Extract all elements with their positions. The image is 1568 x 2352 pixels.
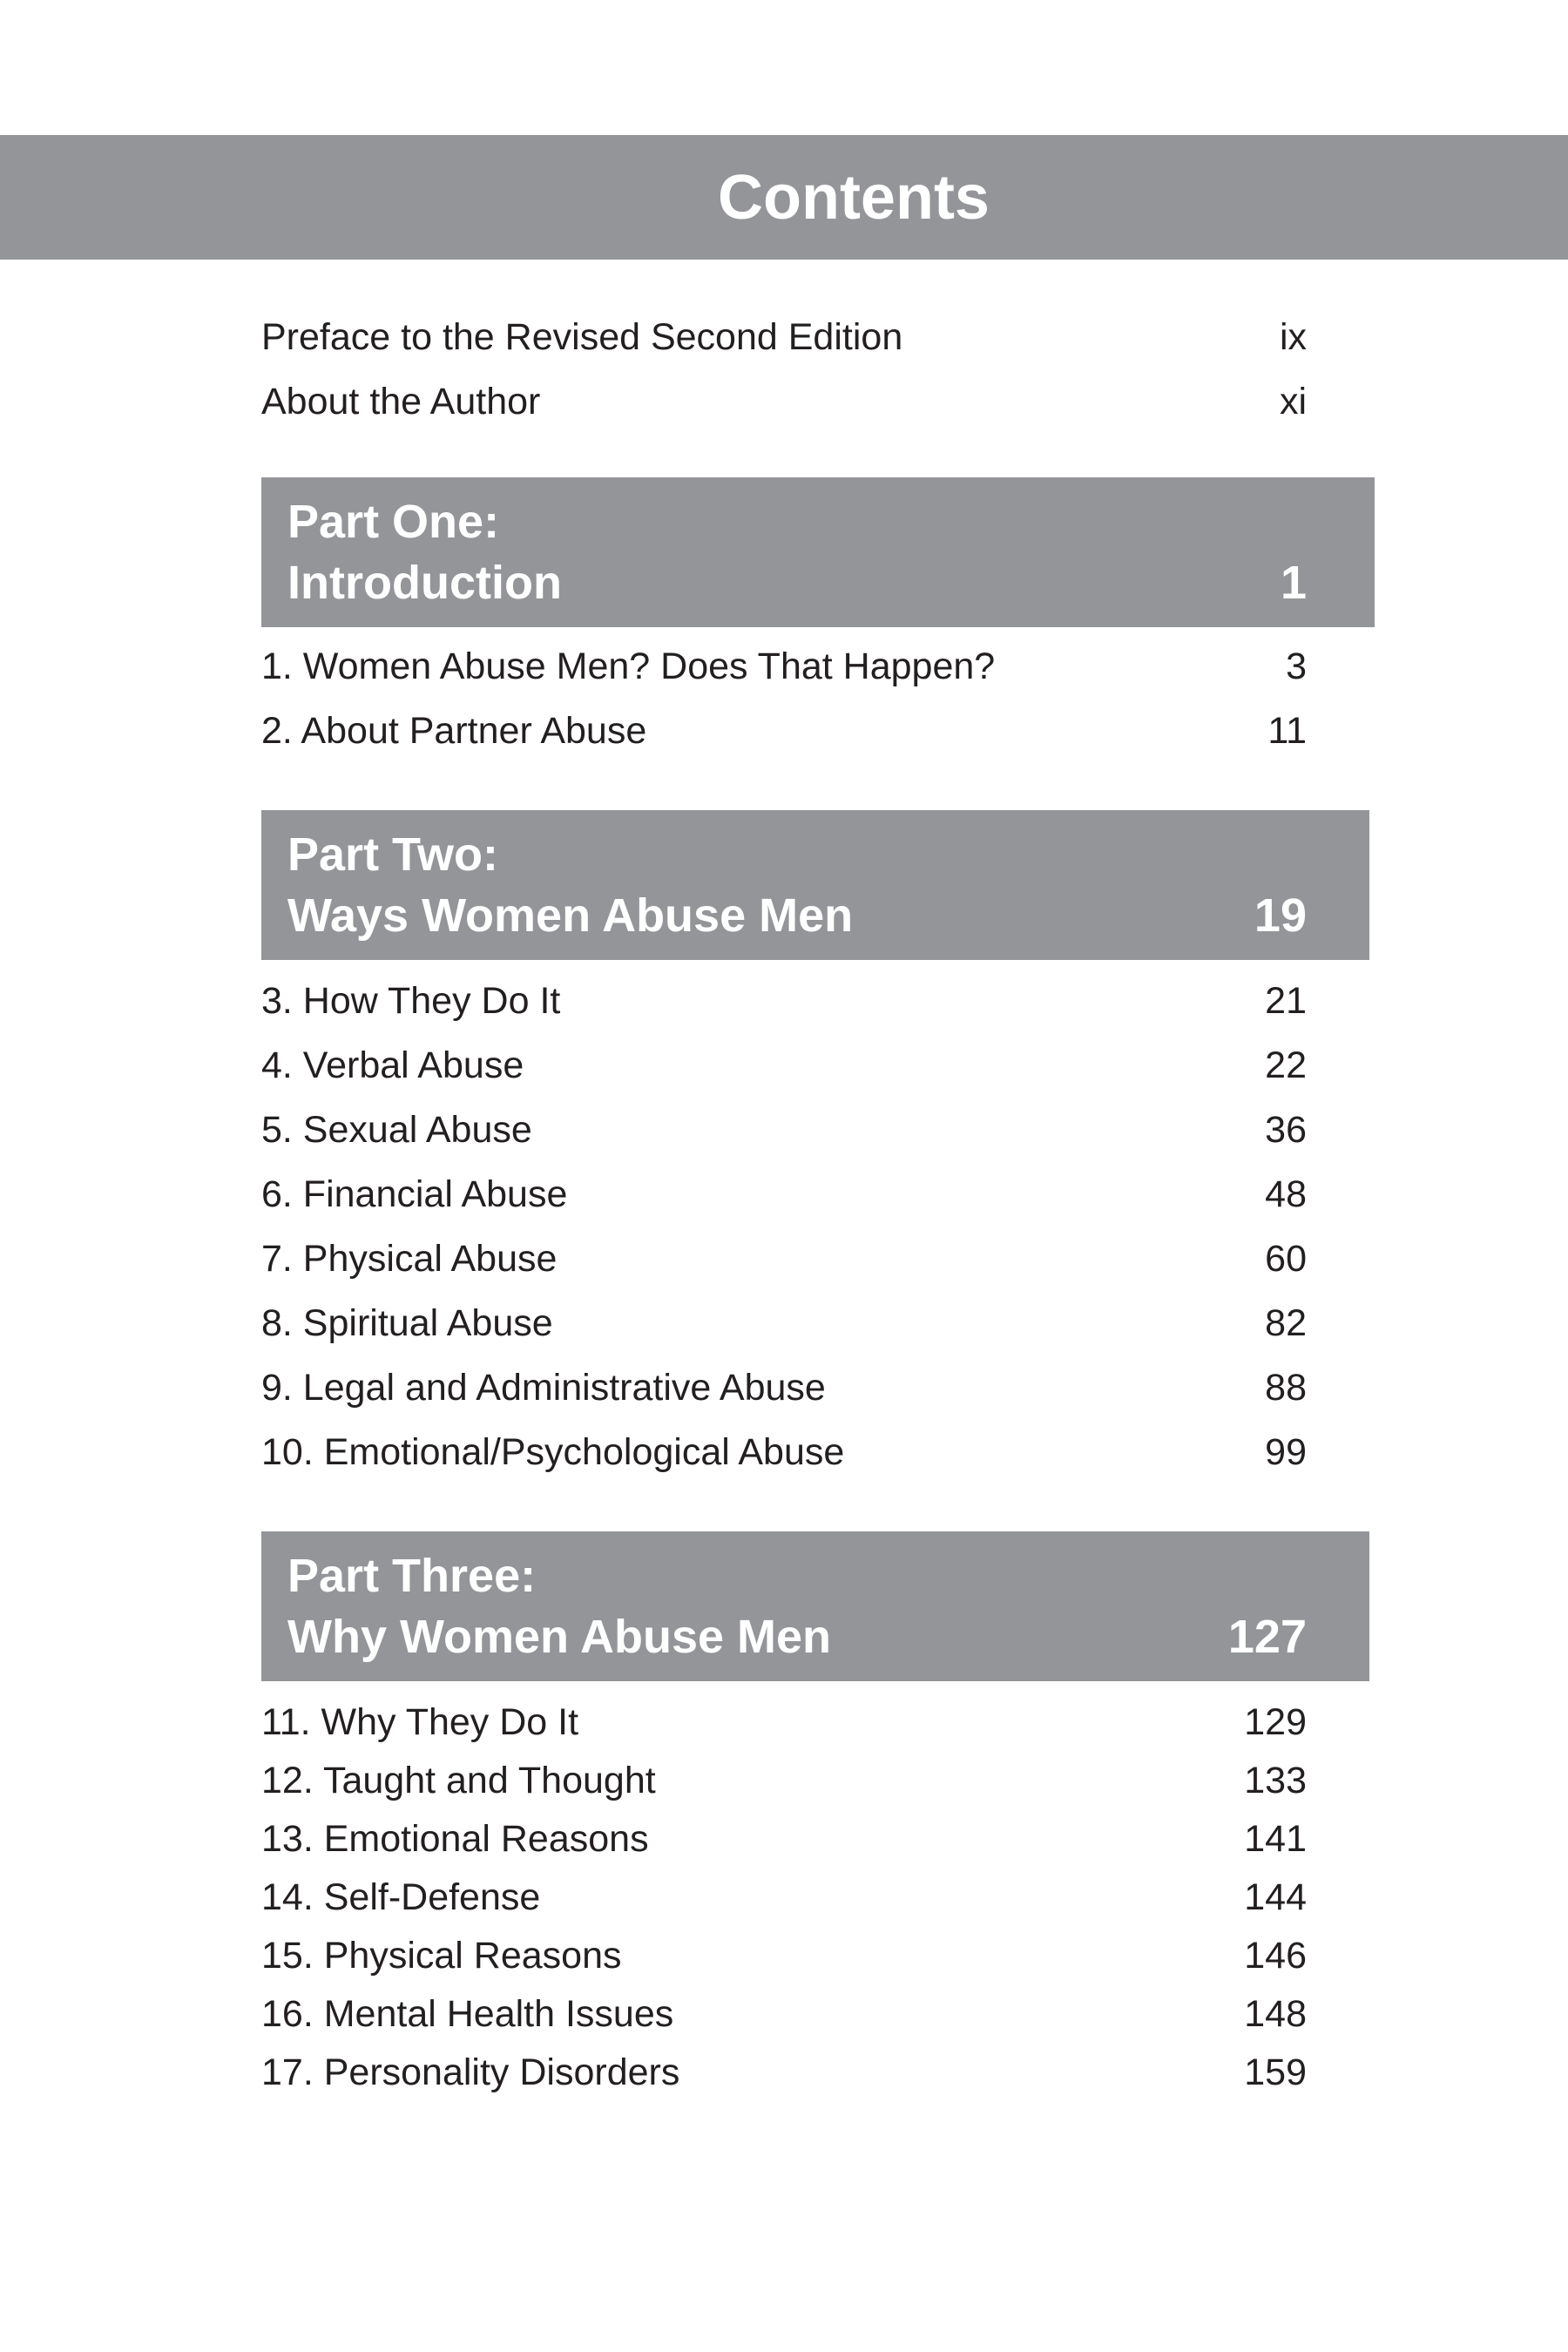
- toc-entry-page: 22: [1265, 1044, 1307, 1086]
- part-one-heading[interactable]: [261, 477, 1375, 627]
- toc-entry-preface[interactable]: [261, 305, 1307, 369]
- toc-entry-about-author[interactable]: [261, 369, 1307, 434]
- toc-entry-chapter-14[interactable]: [261, 1869, 1307, 1927]
- toc-entry-page: 11: [1267, 709, 1307, 752]
- toc-entry-chapter-10[interactable]: [261, 1420, 1307, 1484]
- toc-entry-title: 10. Emotional/Psychological Abuse: [261, 1430, 845, 1473]
- toc-entry-title: 6. Financial Abuse: [261, 1173, 568, 1215]
- toc-entry-chapter-9[interactable]: [261, 1355, 1307, 1420]
- toc-entry-page: 129: [1244, 1701, 1307, 1743]
- part-title: Introduction: [287, 557, 562, 609]
- table-of-contents: [261, 305, 1376, 2102]
- toc-entry-page: 148: [1244, 1993, 1307, 2035]
- toc-entry-title: 11. Why They Do It: [261, 1701, 579, 1743]
- part-page: 127: [1227, 1611, 1307, 1663]
- toc-entry-page: ix: [1279, 315, 1307, 358]
- toc-entry-chapter-11[interactable]: [261, 1693, 1307, 1752]
- part-one-section: [261, 477, 1376, 763]
- toc-entry-title: 15. Physical Reasons: [261, 1935, 622, 1977]
- toc-entry-page: xi: [1279, 380, 1307, 422]
- toc-entry-chapter-16[interactable]: [261, 1985, 1307, 2044]
- part-page: 1: [1280, 557, 1307, 609]
- part-two-section: [261, 810, 1376, 1484]
- toc-entry-title: 2. About Partner Abuse: [261, 709, 647, 752]
- toc-entry-page: 99: [1265, 1430, 1307, 1473]
- part-three-chapters: [261, 1693, 1376, 2102]
- page-title: Contents: [718, 162, 990, 233]
- front-matter-list: [261, 305, 1376, 434]
- part-one-chapters: [261, 634, 1376, 763]
- toc-entry-chapter-4[interactable]: [261, 1033, 1307, 1098]
- part-label: Part Two:: [287, 828, 498, 881]
- toc-entry-title: 16. Mental Health Issues: [261, 1993, 674, 2035]
- toc-entry-page: 48: [1265, 1173, 1307, 1215]
- toc-entry-chapter-7[interactable]: [261, 1227, 1307, 1291]
- part-label: Part One:: [287, 496, 500, 548]
- toc-entry-chapter-5[interactable]: [261, 1098, 1307, 1162]
- contents-header-bar: [0, 135, 1568, 260]
- toc-entry-title: 14. Self-Defense: [261, 1876, 541, 1918]
- toc-entry-title: 8. Spiritual Abuse: [261, 1301, 553, 1344]
- part-page: 19: [1254, 889, 1307, 942]
- toc-entry-title: Preface to the Revised Second Edition: [261, 315, 903, 358]
- toc-entry-page: 144: [1244, 1876, 1307, 1918]
- toc-entry-chapter-12[interactable]: [261, 1752, 1307, 1810]
- toc-entry-page: 3: [1286, 645, 1307, 687]
- toc-entry-page: 88: [1265, 1366, 1307, 1409]
- toc-entry-title: About the Author: [261, 380, 541, 422]
- toc-entry-chapter-8[interactable]: [261, 1291, 1307, 1355]
- toc-entry-chapter-17[interactable]: [261, 2044, 1307, 2102]
- toc-entry-title: 1. Women Abuse Men? Does That Happen?: [261, 645, 996, 687]
- toc-entry-page: 60: [1265, 1237, 1307, 1280]
- toc-entry-chapter-3[interactable]: [261, 969, 1307, 1033]
- part-three-heading[interactable]: [261, 1531, 1369, 1681]
- toc-entry-page: 36: [1265, 1108, 1307, 1151]
- part-three-section: [261, 1531, 1376, 2102]
- toc-entry-page: 146: [1244, 1935, 1307, 1977]
- toc-entry-page: 82: [1265, 1301, 1307, 1344]
- toc-entry-chapter-1[interactable]: [261, 634, 1307, 699]
- part-two-heading[interactable]: [261, 810, 1369, 960]
- toc-entry-title: 3. How They Do It: [261, 979, 561, 1022]
- toc-entry-title: 9. Legal and Administrative Abuse: [261, 1366, 826, 1409]
- part-title: Why Women Abuse Men: [287, 1611, 832, 1663]
- part-label: Part Three:: [287, 1550, 537, 1602]
- toc-entry-title: 4. Verbal Abuse: [261, 1044, 524, 1086]
- part-two-chapters: [261, 969, 1376, 1484]
- toc-entry-title: 13. Emotional Reasons: [261, 1818, 649, 1860]
- toc-entry-title: 5. Sexual Abuse: [261, 1108, 532, 1151]
- toc-entry-chapter-13[interactable]: [261, 1810, 1307, 1869]
- toc-entry-page: 159: [1244, 2051, 1307, 2093]
- toc-entry-chapter-15[interactable]: [261, 1927, 1307, 1985]
- toc-entry-chapter-2[interactable]: [261, 699, 1307, 763]
- toc-entry-chapter-6[interactable]: [261, 1162, 1307, 1227]
- toc-entry-title: 17. Personality Disorders: [261, 2051, 680, 2093]
- toc-entry-page: 141: [1244, 1818, 1307, 1860]
- toc-entry-page: 21: [1265, 979, 1307, 1022]
- toc-entry-title: 12. Taught and Thought: [261, 1760, 656, 1801]
- toc-entry-page: 133: [1244, 1760, 1307, 1801]
- toc-entry-title: 7. Physical Abuse: [261, 1237, 558, 1280]
- part-title: Ways Women Abuse Men: [287, 889, 854, 942]
